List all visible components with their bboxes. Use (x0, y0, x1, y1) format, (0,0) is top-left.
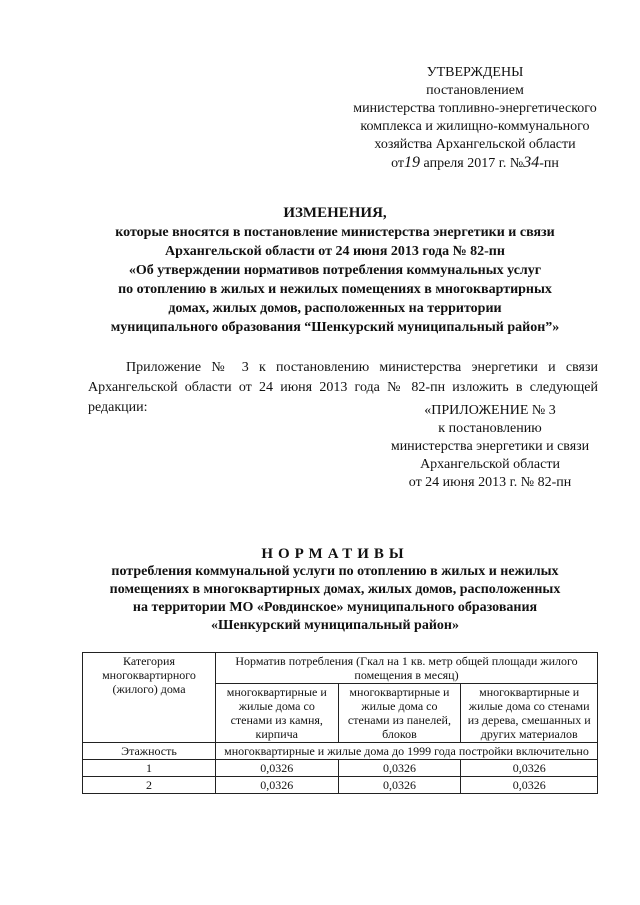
floors-label: Этажность (83, 743, 216, 760)
norms-line: «Шенкурский муниципальный район» (211, 618, 459, 633)
changes-title: ИЗМЕНЕНИЯ, (283, 205, 387, 221)
date-prefix: от (391, 156, 405, 171)
column-header-panel: многоквартирные и жилые дома со стенами из панелей, блоков (338, 684, 461, 743)
approval-line: хозяйства Архангельской области (374, 137, 576, 152)
table-row (83, 760, 598, 777)
appendix-line: министерства энергетики и связи (390, 439, 590, 454)
norms-line: потребления коммунальной услуги по отоплению в жилых и нежилых (111, 564, 559, 579)
column-header-stone: многоквартирные и жилые дома со стенами из камня, кирпича (216, 684, 339, 743)
appendix-line: к постановлению (438, 421, 542, 436)
floors-cell: 2 (83, 777, 216, 794)
appendix-block (360, 402, 620, 492)
body-paragraph: Приложение № 3 к постановлению министерства энергетики и связи Архангельской области от 24 июня 2013 года № 82-пн изложить в следующей редакции: (88, 360, 598, 415)
norms-heading (80, 545, 590, 635)
table-header-row (83, 653, 598, 684)
date-suffix: -пн (539, 156, 559, 171)
changes-line: которые вносятся в постановление министерства энергетики и связи (115, 225, 555, 240)
floors-cell: 1 (83, 760, 216, 777)
approval-title: УТВЕРЖДЕНЫ (426, 65, 524, 80)
changes-line: домах, жилых домов, расположенных на территории (168, 301, 502, 316)
date-mid: апреля 2017 г. № (423, 156, 524, 171)
changes-line: муниципального образования “Шенкурский муниципальный район”» (110, 320, 560, 335)
value-cell: 0,0326 (338, 777, 461, 794)
approval-block (330, 64, 620, 173)
changes-line: по отоплению в жилых и нежилых помещениях в многоквартирных (118, 282, 552, 297)
changes-line: Архангельской области от 24 июня 2013 года № 82-пн (165, 244, 505, 259)
approval-date (330, 154, 620, 173)
date-day-handwritten: 19 (404, 154, 421, 171)
approval-line: постановлением (426, 83, 524, 98)
table-row (83, 777, 598, 794)
appendix-line: от 24 июня 2013 г. № 82-пн (408, 475, 572, 490)
norms-line: помещениях в многоквартирных домах, жилых домов, расположенных (109, 582, 561, 597)
table-period-row (83, 743, 598, 760)
approval-line: министерства топливно-энергетического (353, 101, 597, 116)
period-label: многоквартирные и жилые дома до 1999 года постройки включительно (216, 743, 598, 760)
appendix-line: Архангельской области (420, 457, 560, 472)
norm-header: Норматив потребления (Гкал на 1 кв. метр общей площади жилого помещения в месяц) (216, 653, 598, 684)
column-header-wood: многоквартирные и жилые дома со стенами из дерева, смешанных и других материалов (461, 684, 598, 743)
norms-line: на территории МО «Ровдинское» муниципального образования (132, 600, 538, 615)
value-cell: 0,0326 (461, 760, 598, 777)
changes-line: «Об утверждении нормативов потребления коммунальных услуг (128, 263, 542, 278)
value-cell: 0,0326 (338, 760, 461, 777)
approval-line: комплекса и жилищно-коммунального (360, 119, 590, 134)
norms-table (82, 652, 598, 794)
appendix-line: «ПРИЛОЖЕНИЕ № 3 (424, 403, 556, 418)
value-cell: 0,0326 (216, 777, 339, 794)
date-number-handwritten: 34 (523, 154, 540, 171)
category-header: Категория многоквартирного (жилого) дома (83, 653, 216, 743)
value-cell: 0,0326 (461, 777, 598, 794)
norms-title: НОРМАТИВЫ (261, 546, 409, 562)
value-cell: 0,0326 (216, 760, 339, 777)
changes-heading (80, 204, 590, 337)
